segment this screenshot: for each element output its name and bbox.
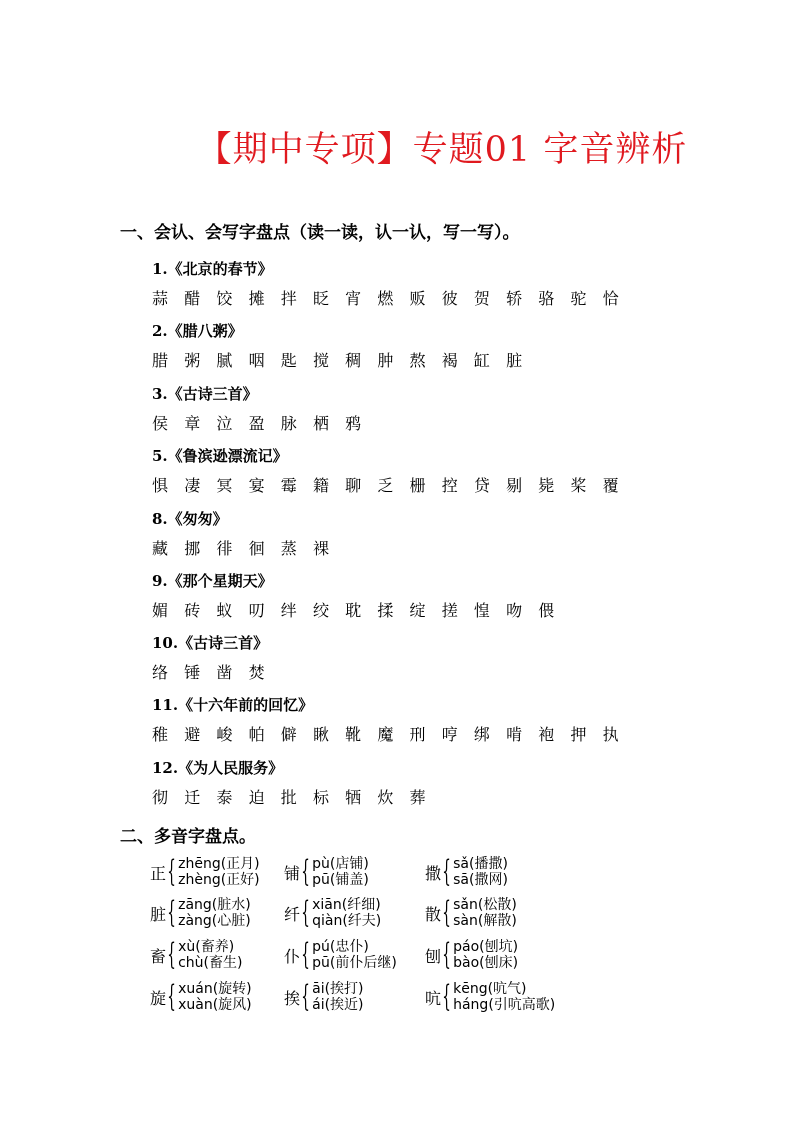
reading-line: xuán(旋转) — [178, 981, 252, 997]
vocab-char: 搓 — [441, 601, 458, 620]
polyphone-char: 吭 — [425, 988, 442, 1008]
vocab-char: 迫 — [248, 788, 265, 807]
vocab-char: 肿 — [377, 351, 394, 370]
vocab-char: 惶 — [473, 601, 490, 620]
vocab-char: 侯 — [152, 414, 169, 433]
vocab-char: 瞅 — [312, 725, 329, 744]
vocab-char: 控 — [441, 476, 458, 495]
vocab-char: 峻 — [216, 725, 233, 744]
vocab-char: 吻 — [506, 601, 523, 620]
brace-icon: { — [301, 979, 310, 1014]
vocab-char: 咽 — [248, 351, 265, 370]
vocab-char: 稚 — [152, 725, 169, 744]
brace-icon: { — [167, 937, 176, 972]
polyphone-char: 挨 — [284, 988, 301, 1008]
vocab-char: 靴 — [345, 725, 362, 744]
vocab-char: 腊 — [152, 351, 169, 370]
lesson-title: 9.《那个星期天》 — [152, 572, 273, 590]
polyphone-entry — [284, 938, 397, 972]
lesson-chars-row — [152, 286, 635, 309]
vocab-char: 泰 — [216, 788, 233, 807]
polyphone-readings — [453, 981, 555, 1013]
vocab-char: 搅 — [312, 351, 329, 370]
vocab-char: 藏 — [152, 539, 169, 558]
vocab-char: 毙 — [538, 476, 555, 495]
vocab-char: 霉 — [280, 476, 297, 495]
vocab-char: 桨 — [570, 476, 587, 495]
polyphone-readings — [453, 897, 517, 929]
vocab-char: 摊 — [248, 289, 265, 308]
vocab-char: 砖 — [184, 601, 201, 620]
vocab-char: 眨 — [312, 289, 329, 308]
reading-line: bào(刨床) — [453, 955, 519, 971]
vocab-char: 凿 — [216, 663, 233, 682]
brace-icon: { — [442, 895, 451, 930]
brace-icon: { — [167, 979, 176, 1014]
lesson-chars-row — [152, 660, 281, 683]
vocab-char: 绞 — [312, 601, 329, 620]
lesson-chars-row — [152, 598, 570, 621]
polyphone-char: 撒 — [425, 863, 442, 883]
vocab-char: 轿 — [506, 289, 523, 308]
vocab-char: 稠 — [345, 351, 362, 370]
lesson-title: 3.《古诗三首》 — [152, 385, 258, 403]
vocab-char: 避 — [184, 725, 201, 744]
reading-line: ái(挨近) — [312, 997, 364, 1013]
vocab-char: 饺 — [216, 289, 233, 308]
reading-line: zàng(心脏) — [178, 913, 251, 929]
reading-line: sǎn(松散) — [453, 897, 517, 913]
vocab-char: 恰 — [602, 289, 619, 308]
polyphone-readings — [312, 856, 369, 888]
lesson-chars-row — [152, 348, 538, 371]
reading-line: háng(引吭高歌) — [453, 997, 556, 1013]
polyphone-readings — [178, 981, 252, 1013]
lesson-title: 5.《鲁滨逊漂流记》 — [152, 447, 288, 465]
polyphone-entry — [425, 896, 517, 930]
brace-icon: { — [301, 854, 310, 889]
vocab-char: 帕 — [248, 725, 265, 744]
polyphone-char: 脏 — [150, 904, 167, 924]
vocab-char: 泣 — [216, 414, 233, 433]
polyphone-entry — [284, 896, 381, 930]
polyphone-entry — [150, 980, 252, 1014]
lesson-title: 11.《十六年前的回忆》 — [152, 696, 314, 714]
lesson-chars-row — [152, 536, 345, 559]
reading-line: pū(铺盖) — [312, 872, 369, 888]
vocab-char: 押 — [570, 725, 587, 744]
reading-line: zhèng(正好) — [178, 872, 260, 888]
polyphone-entry — [150, 855, 260, 889]
vocab-char: 僻 — [280, 725, 297, 744]
brace-icon: { — [442, 937, 451, 972]
polyphone-entry — [284, 980, 364, 1014]
vocab-char: 燃 — [377, 289, 394, 308]
vocab-char: 绑 — [473, 725, 490, 744]
vocab-char: 啃 — [506, 725, 523, 744]
polyphone-entry — [425, 938, 518, 972]
polyphone-entry — [425, 980, 555, 1014]
vocab-char: 魔 — [377, 725, 394, 744]
polyphone-readings — [178, 897, 251, 929]
vocab-char: 匙 — [280, 351, 297, 370]
vocab-char: 腻 — [216, 351, 233, 370]
vocab-char: 迁 — [184, 788, 201, 807]
vocab-char: 叨 — [248, 601, 265, 620]
vocab-char: 盈 — [248, 414, 265, 433]
polyphone-char: 畜 — [150, 946, 167, 966]
reading-line: xiān(纤细) — [312, 897, 381, 913]
vocab-char: 熬 — [409, 351, 426, 370]
vocab-char: 脉 — [280, 414, 297, 433]
vocab-char: 执 — [602, 725, 619, 744]
vocab-char: 驼 — [570, 289, 587, 308]
polyphone-char: 正 — [150, 863, 167, 883]
vocab-char: 揉 — [377, 601, 394, 620]
vocab-char: 徘 — [216, 539, 233, 558]
polyphone-readings — [453, 856, 508, 888]
vocab-char: 凄 — [184, 476, 201, 495]
polyphone-readings — [312, 939, 397, 971]
vocab-char: 贺 — [473, 289, 490, 308]
brace-icon: { — [442, 854, 451, 889]
brace-icon: { — [167, 854, 176, 889]
polyphone-char: 散 — [425, 904, 442, 924]
vocab-char: 焚 — [248, 663, 265, 682]
reading-line: āi(挨打) — [312, 981, 364, 997]
reading-line: sǎ(播撒) — [453, 856, 508, 872]
vocab-char: 媚 — [152, 601, 169, 620]
vocab-char: 牺 — [345, 788, 362, 807]
vocab-char: 鸦 — [345, 414, 362, 433]
reading-line: zhēng(正月) — [178, 856, 260, 872]
vocab-char: 裸 — [312, 539, 329, 558]
vocab-char: 醋 — [184, 289, 201, 308]
lesson-title: 1.《北京的春节》 — [152, 260, 273, 278]
vocab-char: 剔 — [506, 476, 523, 495]
vocab-char: 覆 — [602, 476, 619, 495]
polyphone-char: 旋 — [150, 988, 167, 1008]
vocab-char: 炊 — [377, 788, 394, 807]
lesson-title: 12.《为人民服务》 — [152, 759, 284, 777]
vocab-char: 粥 — [184, 351, 201, 370]
vocab-char: 蒜 — [152, 289, 169, 308]
polyphone-entry — [150, 938, 242, 972]
vocab-char: 栖 — [312, 414, 329, 433]
vocab-char: 籍 — [312, 476, 329, 495]
vocab-char: 挪 — [184, 539, 201, 558]
lesson-title: 10.《古诗三首》 — [152, 634, 269, 652]
reading-line: pū(前仆后继) — [312, 955, 397, 971]
reading-line: sàn(解散) — [453, 913, 517, 929]
vocab-char: 批 — [280, 788, 297, 807]
polyphone-char: 刨 — [425, 946, 442, 966]
vocab-char: 惧 — [152, 476, 169, 495]
lesson-chars-row — [152, 411, 377, 434]
polyphone-entry — [150, 896, 251, 930]
vocab-char: 贩 — [409, 289, 426, 308]
vocab-char: 葬 — [409, 788, 426, 807]
vocab-char: 褐 — [441, 351, 458, 370]
vocab-char: 缸 — [473, 351, 490, 370]
section-heading-2: 二、多音字盘点。 — [120, 827, 256, 847]
brace-icon: { — [301, 937, 310, 972]
vocab-char: 彼 — [441, 289, 458, 308]
reading-line: pù(店铺) — [312, 856, 369, 872]
vocab-char: 锤 — [184, 663, 201, 682]
vocab-char: 蚁 — [216, 601, 233, 620]
vocab-char: 拌 — [280, 289, 297, 308]
page-title: 【期中专项】专题01 字音辨析 — [196, 130, 688, 170]
polyphone-readings — [453, 939, 518, 971]
vocab-char: 偎 — [538, 601, 555, 620]
vocab-char: 袍 — [538, 725, 555, 744]
reading-line: xù(畜养) — [178, 939, 235, 955]
vocab-char: 冥 — [216, 476, 233, 495]
vocab-char: 聊 — [345, 476, 362, 495]
reading-line: sā(撒网) — [453, 872, 508, 888]
polyphone-readings — [178, 939, 242, 971]
reading-line: xuàn(旋风) — [178, 997, 252, 1013]
brace-icon: { — [442, 979, 451, 1014]
vocab-char: 宴 — [248, 476, 265, 495]
vocab-char: 贷 — [473, 476, 490, 495]
polyphone-readings — [178, 856, 260, 888]
vocab-char: 标 — [312, 788, 329, 807]
brace-icon: { — [167, 895, 176, 930]
vocab-char: 宵 — [345, 289, 362, 308]
reading-line: chù(畜生) — [178, 955, 243, 971]
vocab-char: 蒸 — [280, 539, 297, 558]
lesson-chars-row — [152, 473, 635, 496]
vocab-char: 徊 — [248, 539, 265, 558]
reading-line: zāng(脏水) — [178, 897, 251, 913]
vocab-char: 栅 — [409, 476, 426, 495]
polyphone-char: 铺 — [284, 863, 301, 883]
polyphone-readings — [312, 897, 381, 929]
vocab-char: 章 — [184, 414, 201, 433]
lesson-title: 8.《匆匆》 — [152, 510, 228, 528]
lesson-title: 2.《腊八粥》 — [152, 322, 243, 340]
reading-line: kēng(吭气) — [453, 981, 527, 997]
polyphone-char: 仆 — [284, 946, 301, 966]
lesson-chars-row — [152, 785, 442, 808]
vocab-char: 骆 — [538, 289, 555, 308]
vocab-char: 脏 — [506, 351, 523, 370]
vocab-char: 络 — [152, 663, 169, 682]
brace-icon: { — [301, 895, 310, 930]
polyphone-entry — [284, 855, 369, 889]
polyphone-entry — [425, 855, 508, 889]
vocab-char: 哼 — [441, 725, 458, 744]
vocab-char: 绽 — [409, 601, 426, 620]
reading-line: qiàn(纤夫) — [312, 913, 382, 929]
vocab-char: 绊 — [280, 601, 297, 620]
reading-line: páo(刨坑) — [453, 939, 519, 955]
polyphone-char: 纤 — [284, 904, 301, 924]
vocab-char: 刑 — [409, 725, 426, 744]
section-heading-1: 一、会认、会写字盘点（读一读，认一认，写一写）。 — [120, 223, 520, 243]
vocab-char: 彻 — [152, 788, 169, 807]
polyphone-readings — [312, 981, 363, 1013]
reading-line: pú(忠仆) — [312, 939, 369, 955]
lesson-chars-row — [152, 722, 635, 745]
vocab-char: 耽 — [345, 601, 362, 620]
vocab-char: 乏 — [377, 476, 394, 495]
